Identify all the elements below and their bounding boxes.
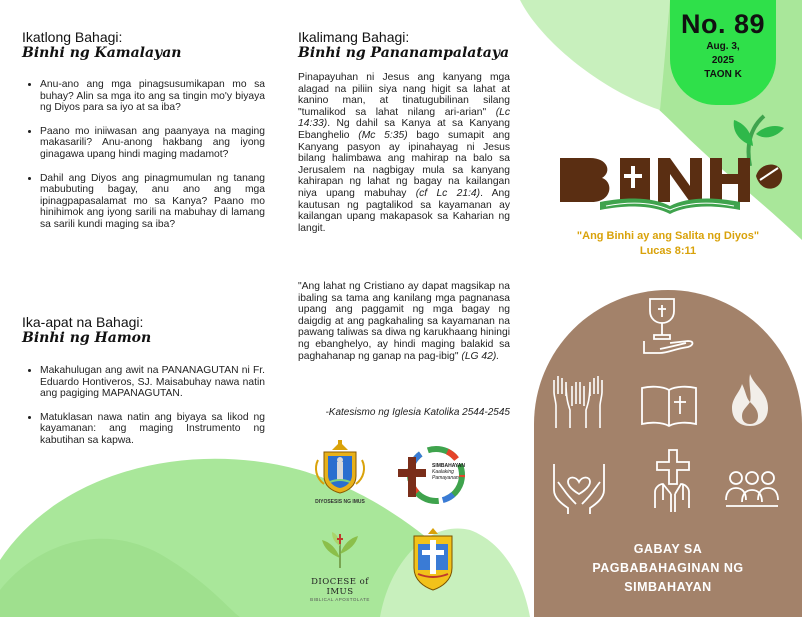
diocese-caption: DIYOSESIS NG IMUS [315, 499, 365, 505]
issue-cycle: TAON K [704, 69, 742, 80]
list-item: • Anu-ano ang mga pinagsusumikapan mo sa buhay? Alin sa mga ito ang sa tingin mo'y biyaya ng Diyos para sa iyo at sa iba? [40, 79, 265, 114]
section4-heading: Ika-apat na Bahagi: [22, 314, 144, 330]
raised-hands-icon [550, 372, 606, 430]
guide-line-1: GABAY SA [633, 542, 703, 556]
crucifix-icon [645, 448, 701, 516]
issue-year: 2025 [711, 55, 735, 66]
simbahayan-logo [394, 445, 478, 505]
flame-icon [726, 372, 774, 428]
biblical-apostolate-logo [300, 528, 380, 602]
section3-title: Binhi ng Kamalayan [22, 45, 182, 61]
simbahayan-text: SIMBAHAYAN Kaalaking Pamayanan [432, 463, 465, 481]
section5-heading: Ikalimang Bahagi: [298, 29, 410, 45]
section5-paragraph-2: "Ang lahat ng Cristiano ay dapat magsikap na ibaling sa tama ang kanilang mga pagnanasa upang ang paggamit ng mga bagay ng daigdig at ang pagkahaling sa kayamanan na pawang taliwas sa diwa ng karukhaang hiningi ng ebanghelyo, ay hindi maging balakid sa paghahanap ng ganap na pag-ibig" (LG 42). [298, 281, 510, 362]
list-item: • Dahil ang Diyos ang pinagmumulan ng tanang mabubuting bagay, anu ano ang mga ipinagpapasalamat mo sa Kanya? Paano mo hinihimok ang iyong sarili na mabuhay di lamang sa sarili kundi maging sa iba? [40, 173, 265, 231]
section4-title: Binhi ng Hamon [22, 330, 152, 346]
biblical-title: DIOCESE of IMUS [311, 577, 369, 597]
binhi-logo [550, 106, 790, 226]
community-icon [724, 468, 780, 510]
guide-line-3: SIMBAHAYAN [624, 580, 712, 594]
section5-paragraph-1: Pinapayuhan ni Jesus ang kanyang mga alagad na piliin siya nang higit sa lahat at kanino man, at tinatugubilinan silang "tumalikod sa lahat nilang ari-arian" (Lc 14:33). Ng dahil sa Kanya at sa Kanyang Ebanghelio (Mc 5:35) bago sumapit ang Kanyang pasyon ay ipinahayag ni Jesus bilang halimbawa ang mahirap na balo sa Jerusalem na nagbigay mula sa kanyang kahirapan ng lahat ng bagay na kailangan niya upang mabuhay (cf Lc 21:4). Ang kautusan ng pagtalikod sa kayamanan ay kailangan upang makapasok sa Kaharian ng langit. [298, 72, 510, 234]
issue-badge [670, 0, 776, 105]
section5-title: Binhi ng Pananampalataya [298, 45, 510, 61]
biblical-subtitle: BIBLICAL APOSTOLATE [310, 597, 370, 602]
issue-date: Aug. 3, [706, 41, 740, 52]
catechism-citation: -Katesismo ng Iglesia Katolika 2544-2545 [325, 407, 510, 418]
chalice-icon [640, 297, 696, 355]
guide-title [540, 540, 796, 597]
list-item: • Makahulugan ang awit na PANANAGUTAN ni Fr. Eduardo Hontiveros, SJ. Maisabuhay nawa natin ang pagiging MAPANAGUTAN. [40, 365, 265, 400]
tagline-quote: "Ang Binhi ay ang Salita ng Diyos" [576, 230, 760, 242]
guide-line-2: PAGBABAHAGINAN NG [592, 561, 744, 575]
brand-tagline [540, 229, 796, 259]
section3-heading: Ikatlong Bahagi: [22, 29, 123, 45]
tagline-verse: Lucas 8:11 [639, 245, 697, 257]
issue-number: No. 89 [680, 9, 766, 39]
section3-question-list [22, 79, 265, 243]
list-item: • Matuklasan nawa natin ang biyaya sa likod ng kayamanan: ang maging Instrumento ng kabutihan sa kapwa. [40, 412, 265, 447]
bible-icon [640, 382, 698, 430]
list-item: • Paano mo iniiwasan ang paanyaya na maging makasarili? Anu-anong hakbang ang iyong ginagawa upang hindi maging madamot? [40, 126, 265, 161]
diocese-of-imus-seal [310, 440, 370, 505]
section4-item-list [22, 365, 265, 459]
heart-hands-icon [550, 460, 608, 516]
prison-ministry-seal [408, 526, 458, 592]
